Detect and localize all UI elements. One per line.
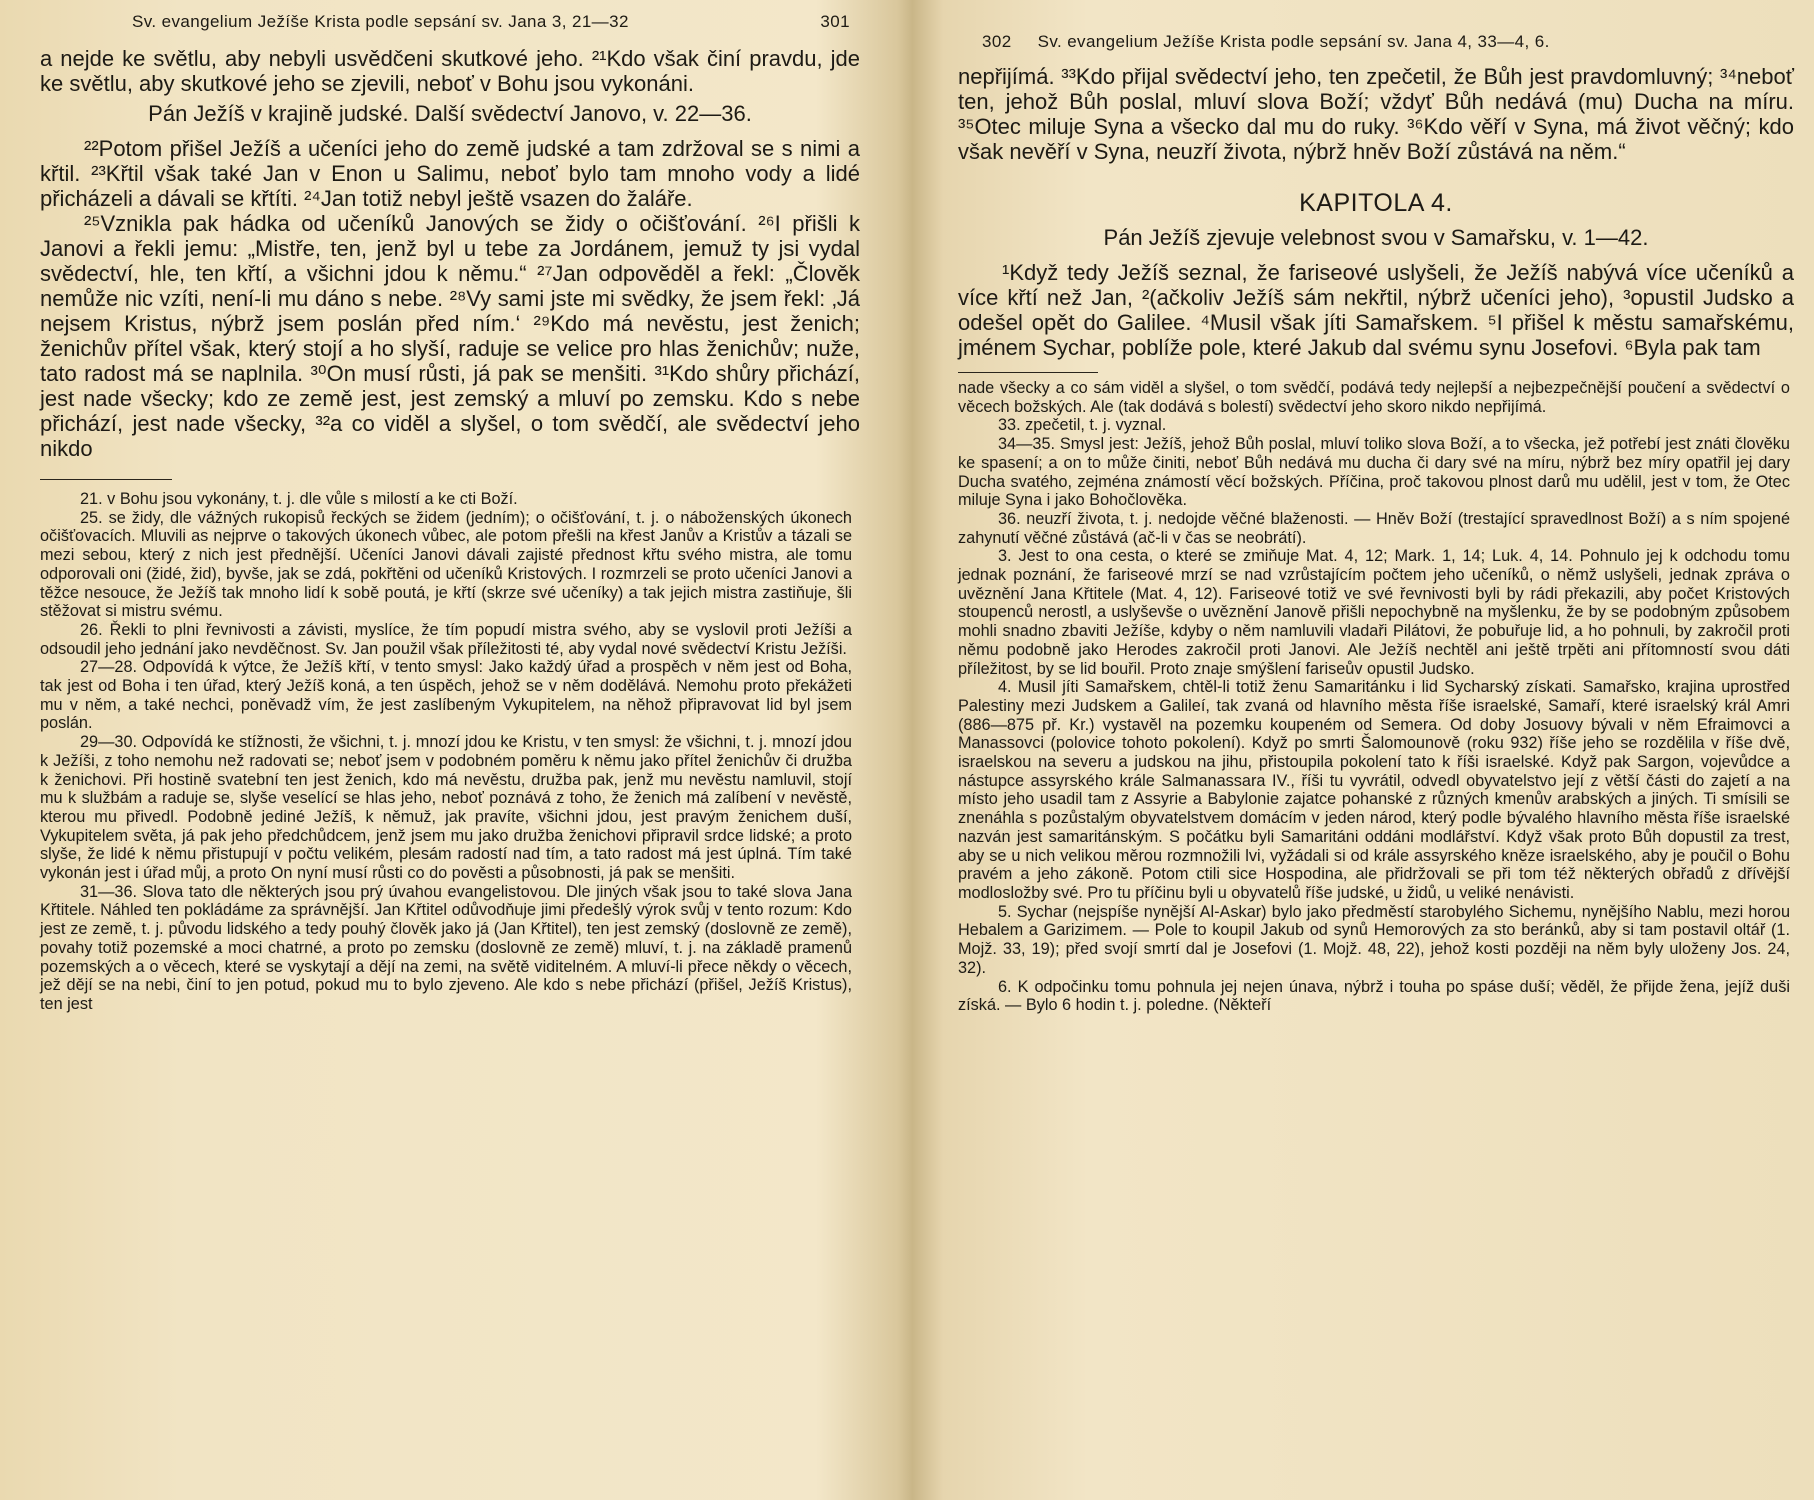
main-text <box>40 46 860 461</box>
running-head <box>40 8 860 46</box>
chapter-title: KAPITOLA 4. <box>1299 189 1453 217</box>
footnote-divider <box>958 372 1098 373</box>
running-head-title: Sv. evangelium Ježíše Krista podle sepsání sv. Jana 3, 21—32 <box>132 12 629 31</box>
page-number: 301 <box>820 12 850 31</box>
footnote-divider <box>40 479 172 480</box>
footnotes <box>958 379 1794 1015</box>
section-heading: Pán Ježíš zjevuje velebnost svou v Samařsku, v. 1—42. <box>1103 225 1649 250</box>
footnote: 4. Musil jíti Samařskem, chtěl-li totiž ženu Samaritánku i lid Sycharský získati. Samařsko, krajina uprostřed Palestiny mezi Judskem a Galileí, tak zvaná od hlavního města říše israelské, Samaří, které israelský král Amri (886—875 př. Kr.) vystavěl na pozemku koupeném od Semera. Od doby Josuovy bývali v něm Efraimovci a Manassovci (polovice tohoto pokolení). Když po smrti Šalomounově (roku 932) říše jeho se rozdělila v říše dvě, israelskou na severu a judskou na jihu, přistoupila pokolení tato k říši israelské. Když pak Sargon, vojevůdce a nástupce assyrského krále Salmanassara IV., říši tu vyvrátil, odvedl obyvatelstvo její z větší části do zajetí a na místo jeho usadil tam z Assyrie a Babylonie zajatce pohanské z různých kmenův arabských a jiných. Ti smísili se znenáhla s pozůstalým obyvatelstvem domácím v jeden národ, který podle bývalého hlavního města říše israelské nazván jest samaritánským. S počátku byli Samaritáni oddáni modlářství. Když však proto Bůh dopustil za trest, aby se u nich velikou měrou rozmnožili lvi, vyžádali si od krále assyrského kněze israelského, aby je poučil o Bohu pravém a jeho zákoně. Potom ctili sice Hospodina, ale přidržovali se při tom též některých obřadů z dřívější modlosložby své. Pro tu příčinu byli u obyvatelů říše judské, u židů, u veliké nenávisti. <box>958 678 1790 902</box>
main-paragraph: a nejde ke světlu, aby nebyli usvědčeni skutkové jeho. ²¹Kdo však činí pravdu, jde ke světlu, aby skutkové jeho se zjevili, neboť v Bohu jsou vykonáni. <box>40 46 860 96</box>
footnote: 34—35. Smysl jest: Ježíš, jehož Bůh poslal, mluví toliko slova Boží, a to všecka, jež potřebí jest znáti člověku ke spasení; a on to může činiti, neboť Bůh nedává mu ducha či dary své na míru, nýbrž bez míry opatřil jej dary Ducha svatého, zejména známostí věcí božských. Příčina, proč takovou plnost darů mu udělil, jest v tom, že Otec miluje Syna i jako Bohočlověka. <box>958 435 1790 510</box>
main-paragraph: ²⁵Vznikla pak hádka od učeníků Janových se židy o očišťování. ²⁶I přišli k Janovi a řekli jemu: „Mistře, ten, jenž byl u tebe za Jordánem, jemuž ty jsi vydal svědectví, hle, ten křtí, a všichni jdou k němu.“ ²⁷Jan odpověděl a řekl: „Člověk nemůže nic vzíti, není-li mu dáno s nebe. ²⁸Vy sami jste mi svědky, že jsem řekl: ‚Já nejsem Kristus, nýbrž jsem poslán před ním.‘ ²⁹Kdo má nevěstu, jest ženich; ženichův přítel však, který stojí a ho slyší, raduje se velice pro hlas ženichův; nuže, tato radost má se naplnila. ³⁰On musí růsti, já pak se menšiti. ³¹Kdo shůry přichází, jest nade všecky; kdo ze země jest, jest zemský a mluví po zemsku. Kdo s nebe přichází, jest nade všecky, ³²a co viděl a slyšel, o tom svědčí, ale svědectví jeho nikdo <box>40 211 860 461</box>
footnote: 27—28. Odpovídá k výtce, že Ježíš křtí, v tento smysl: Jako každý úřad a prospěch v něm jest od Boha, tak jest od Boha i ten úřad, který Ježíš koná, a ten úspěch, jehož se v něm dodělává. Nemohu proto překážeti mu v něm, a také nechci, poněvadž vím, že jest zaslíbeným Vykupitelem, na něhož připravovat lid byl jsem poslán. <box>40 658 852 733</box>
page-number: 302 <box>982 32 1012 51</box>
main-text <box>958 64 1794 360</box>
running-head <box>958 28 1794 64</box>
footnote: 3. Jest to ona cesta, o které se zmiňuje Mat. 4, 12; Mark. 1, 14; Luk. 4, 14. Pohnulo jej k odchodu tomu jednak poznání, že fariseové mrzí se nad vzrůstajícím počtem jeho učeníků, o němž uslyšeli, jednak zpráva o uvěznění Jana Křtitele (Mat. 4, 12). Fariseové totiž ve své řevnivosti byli by rádi překazili, aby počet Kristových stoupenců nerostl, a uslyševše o uvěznění Janově přišli nepochybně na myšlenku, že by se podobným způsobem mohli snadno zbaviti Ježíše, kdyby o něm namluvili vladaři Pilátovi, že pobuřuje lid, a ho pohnuli, by zakročil proti němu podobně jako Herodes zakročil proti Janovi. Ale Ježíš nechtěl ani ještě trpěti ani přítomností svou dáti příležitost, by se lid bouřil. Proto znaje smýšlení fariseův opustil Judsko. <box>958 547 1790 678</box>
footnote: 31—36. Slova tato dle některých jsou prý úvahou evangelistovou. Dle jiných však jsou to také slova Jana Křtitele. Náhled ten pokládáme za správnější. Jan Křtitel odůvodňuje jimi předešlý výrok svůj v tento rozum: Kdo jest ze země, t. j. původu lidského a tedy pouhý člověk jako já (Jan Křtitel), ten jest zemský (doslovně ze země), povahy totiž pozemské a moci chatrné, a proto po zemsku (doslovně ze země) mluví, t. j. na základě pramenů pozemských a o věcech, které se vyskytají a dějí na zemi, na světě viditelném. A mluví-li přece někdy o věcech, jež dějí se na nebi, činí to jen potud, pokud mu to bylo zjeveno. Ale kdo s nebe přichází (přišel, Ježíš Kristus), ten jest <box>40 882 852 1013</box>
footnote: 25. se židy, dle vážných rukopisů řeckých se židem (jedním); o očišťování, t. j. o náboženských úkonech očišťovacích. Mluvili as nejprve o takových úkonech vůbec, ale potom přešli na křest Janův a Kristův a tázali se mezi sebou, který z nich jest přednější. Učeníci Janovi dávali zajisté přednost křtu svého mistra, ale tomu odporovali oni (židé, žid), byvše, jak se zdá, pokřtěni od učeníků Kristových. I rozmrzeli se proto učeníci Janovi a těžce nesouce, že Ježíš tak mnoho lidí k sobě poutá, je křtí (skrze své učeníky) a tak jejich mistra zastiňuje, šli stěžovat si mistru svému. <box>40 508 852 621</box>
running-head-title: Sv. evangelium Ježíše Krista podle sepsání sv. Jana 4, 33—4, 6. <box>1037 32 1550 51</box>
footnote: 36. neuzří života, t. j. nedojde věčné blaženosti. — Hněv Boží (trestající spravedlnost Boží) a s ním spojené zahynutí věčné zůstává (ač-li v čas se neobrátí). <box>958 509 1790 547</box>
right-page <box>936 0 1814 1500</box>
footnote: 6. K odpočinku tomu pohnula jej nejen únava, nýbrž i touha po spáse duší; věděl, že přijde žena, jejíž duši získá. — Bylo 6 hodin t. j. poledne. (Někteří <box>958 977 1790 1015</box>
left-page <box>0 0 890 1500</box>
footnote: 21. v Bohu jsou vykonány, t. j. dle vůle s milostí a ke cti Boží. <box>80 490 518 508</box>
footnote: 26. Řekli to plni řevnivosti a závisti, myslíce, že tím popudí mistra svého, aby se vyslovil proti Ježíši a odsoudil jeho jednání jako nevděčnost. Sv. Jan použil však příležitosti té, aby vydal nové svědectví Kristu Ježíši. <box>40 620 852 658</box>
main-paragraph: nepřijímá. ³³Kdo přijal svědectví jeho, ten zpečetil, že Bůh jest pravdomluvný; ³⁴neboť ten, jehož Bůh poslal, mluví slova Boží; vždyť Bůh nedává (mu) Ducha na míru. ³⁵Otec miluje Syna a všecko dal mu do ruky. ³⁶Kdo věří v Syna, má život věčný; kdo však nevěří v Syna, neuzří života, nýbrž hněv Boží zůstává na něm.“ <box>958 64 1794 164</box>
footnote: nade všecky a co sám viděl a slyšel, o tom svědčí, podává tedy nejlepší a nejbezpečnější poučení a svědectví o věcech božských. Ale (tak dodává s bolestí) svědectví jeho skoro nikdo nepřijímá. <box>958 379 1790 416</box>
main-paragraph: ²²Potom přišel Ježíš a učeníci jeho do země judské a tam zdržoval se s nimi a křtil. ²³Křtil však také Jan v Enon u Salimu, neboť bylo tam mnoho vody a lidé přicházeli a dávali se křtíti. ²⁴Jan totiž nebyl ještě vsazen do žaláře. <box>40 136 860 211</box>
footnotes <box>40 490 860 1014</box>
footnote: 29—30. Odpovídá ke stížnosti, že všichni, t. j. mnozí jdou ke Kristu, v ten smysl: že všichni, t. j. mnozí jdou k Ježíši, z toho nemohu než radovati se; neboť jsem v podobném poměru k němu jako přítel ženichův či družba k ženichovi. Při hostině svatební ten jest ženich, kdo má nevěstu, družba pak, jenž mu nevěstu namluvil, stojí mu k službám a raduje se, slyše veselící se hlas jeho, neboť poznává z toho, že ženich má zalíbení v nevěstě, kterou mu přivedl. Podobně jediné Ježíš, k němuž, jak pravíte, všichni jdou, jest pravým ženichem duší, Vykupitelem světa, já pak jeho předchůdcem, jenž jsem mu jako družba ženichovi připravil srdce lidské; a proto slyše, že lidé k němu přistupují v počtu velikém, plesám radostí nad tím, a tato radost má jest úplná. Tím také vykonán jest i úřad můj, a proto On nyní musí růsti co do pověsti a působnosti, já pak se menšiti. <box>40 733 852 883</box>
footnote: 5. Sychar (nejspíše nynější Al-Askar) bylo jako předměstí starobylého Sichemu, nynějšího Nablu, mezi horou Hebalem a Garizimem. — Pole to koupil Jakub od synů Hemorových za sto beránků, aby si tam postavil oltář (1. Mojž. 33, 19); před svojí smrtí dal je Josefovi (1. Mojž. 48, 22), jehož kosti později na něm byly uloženy Jos. 24, 32). <box>958 902 1790 977</box>
section-heading: Pán Ježíš v krajině judské. Další svědectví Janovo, v. 22—36. <box>148 101 752 126</box>
footnote: 33. zpečetil, t. j. vyznal. <box>998 416 1167 435</box>
main-paragraph: ¹Když tedy Ježíš seznal, že fariseové uslyšeli, že Ježíš nabývá více učeníků a více křtí než Jan, ²(ačkoliv Ježíš sám nekřtil, nýbrž učeníci jeho), ³opustil Judsko a odešel opět do Galilee. ⁴Musil však jíti Samařskem. ⁵I přišel k městu samařskému, jménem Sychar, poblíže pole, které Jakub dal svému synu Josefovi. ⁶Byla pak tam <box>958 260 1794 360</box>
